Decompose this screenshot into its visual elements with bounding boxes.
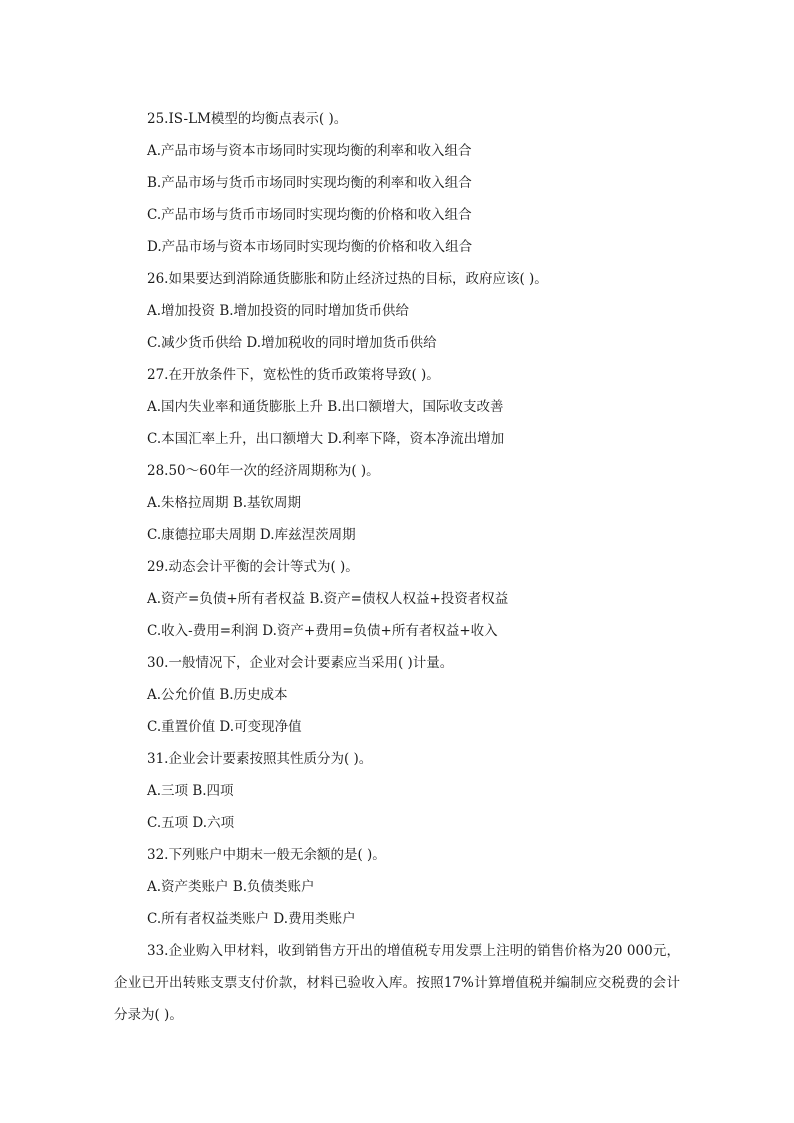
option-line: C.重置价值 D.可变现净值 bbox=[147, 719, 302, 735]
question-33: 33.企业购入甲材料，收到销售方开出的增值税专用发票上注明的销售价格为20 000元，企业已开出转账支票支付价款，材料已验收入库。按照17%计算增值税并编制应交税费的会计分录为( )。 bbox=[114, 943, 680, 1023]
option-line: C.所有者权益类账户 D.费用类账户 bbox=[147, 911, 356, 927]
question-31: 31.企业会计要素按照其性质分为( )。 bbox=[147, 751, 373, 767]
question-28: 28.50～60年一次的经济周期称为( )。 bbox=[147, 463, 380, 479]
option-line: A.朱格拉周期 B.基钦周期 bbox=[147, 495, 302, 511]
option-line: C.收入-费用=利润 D.资产+费用=负债+所有者权益+收入 bbox=[147, 623, 498, 639]
option-line: C.本国汇率上升，出口额增大 D.利率下降，资本净流出增加 bbox=[147, 431, 505, 447]
question-25: 25.IS-LM模型的均衡点表示( )。 bbox=[147, 111, 348, 127]
question-30: 30.一般情况下，企业对会计要素应当采用( )计量。 bbox=[147, 655, 454, 671]
question-32: 32.下列账户中期末一般无余额的是( )。 bbox=[147, 847, 386, 863]
question-29: 29.动态会计平衡的会计等式为( )。 bbox=[147, 559, 359, 575]
option-line: B.产品市场与货币市场同时实现均衡的利率和收入组合 bbox=[147, 175, 472, 191]
option-line: D.产品市场与资本市场同时实现均衡的价格和收入组合 bbox=[147, 239, 473, 255]
option-line: C.减少货币供给 D.增加税收的同时增加货币供给 bbox=[147, 335, 437, 351]
option-line: A.三项 B.四项 bbox=[147, 783, 234, 799]
option-line: A.产品市场与资本市场同时实现均衡的利率和收入组合 bbox=[147, 143, 472, 159]
option-line: A.增加投资 B.增加投资的同时增加货币供给 bbox=[147, 303, 410, 319]
option-line: C.康德拉耶夫周期 D.库兹涅茨周期 bbox=[147, 527, 356, 543]
option-line: A.国内失业率和通货膨胀上升 B.出口额增大，国际收支改善 bbox=[147, 399, 504, 415]
option-line: C.产品市场与货币市场同时实现均衡的价格和收入组合 bbox=[147, 207, 472, 223]
option-line: A.资产=负债+所有者权益 B.资产=债权人权益+投资者权益 bbox=[147, 591, 509, 607]
option-line: C.五项 D.六项 bbox=[147, 815, 235, 831]
question-27: 27.在开放条件下，宽松性的货币政策将导致( )。 bbox=[147, 367, 440, 383]
question-list bbox=[114, 103, 684, 1031]
question-26: 26.如果要达到消除通货膨胀和防止经济过热的目标，政府应该( )。 bbox=[147, 271, 548, 287]
option-line: A.公允价值 B.历史成本 bbox=[147, 687, 288, 703]
option-line: A.资产类账户 B.负债类账户 bbox=[147, 879, 315, 895]
